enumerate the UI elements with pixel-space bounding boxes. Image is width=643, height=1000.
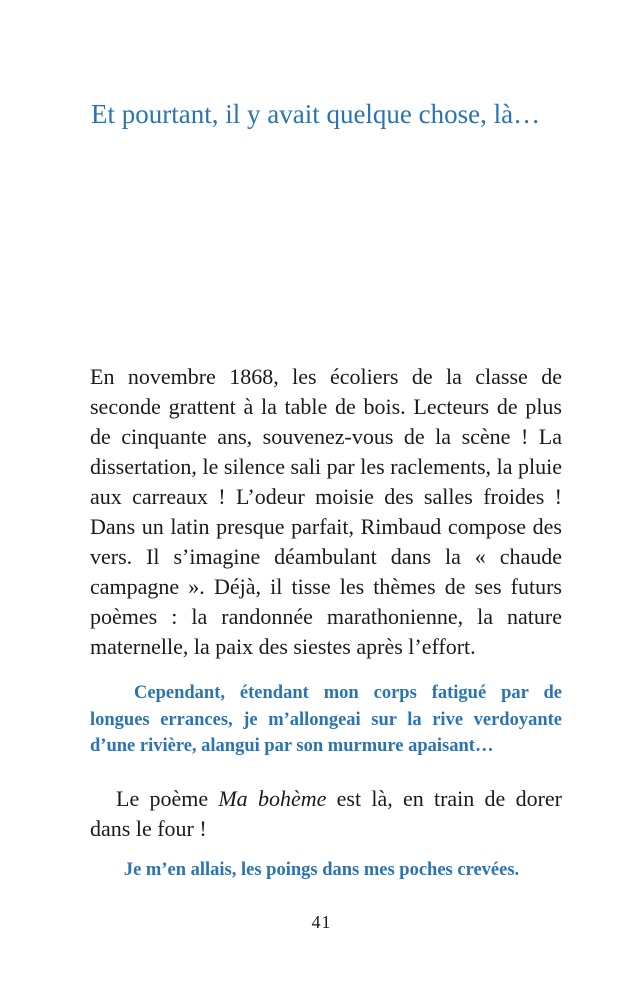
poem-title: Ma bohème [218, 786, 327, 811]
chapter-title: Et pourtant, il y avait quelque chose, là… [91, 99, 541, 129]
translated-verse-quote: Cependant, étendant mon corps fatigué par de longues errances, je m’allongeai sur la rive verdoyante d’une rivière, alangui par son murmure apaisant… [90, 683, 562, 756]
body-paragraph: En novembre 1868, les écoliers de la classe de seconde grattent à la table de bois. Lecteurs de plus de cinquante ans, souvenez-vous de la scène ! La dissertation, le silence sali par les raclements, la pluie aux carreaux ! L’odeur moisie des salles froides ! Dans un latin presque parfait, Rimbaud compose des vers. Il s’imagine déambulant dans la « chaude campagne ». Déjà, il tisse les thèmes de ses futurs poèmes : la randonnée marathonienne, la nature maternelle, la paix des siestes après l’effort. [90, 364, 562, 659]
poem-verse-line: Je m’en allais, les poings dans mes poches crevées. [123, 860, 520, 880]
page-number: 41 [311, 912, 332, 932]
continuation-paragraph [90, 784, 562, 844]
continuation-prefix: Le poème [116, 786, 219, 811]
continuation-suffix: est là, en train de dorer dans le four ! [90, 786, 562, 841]
